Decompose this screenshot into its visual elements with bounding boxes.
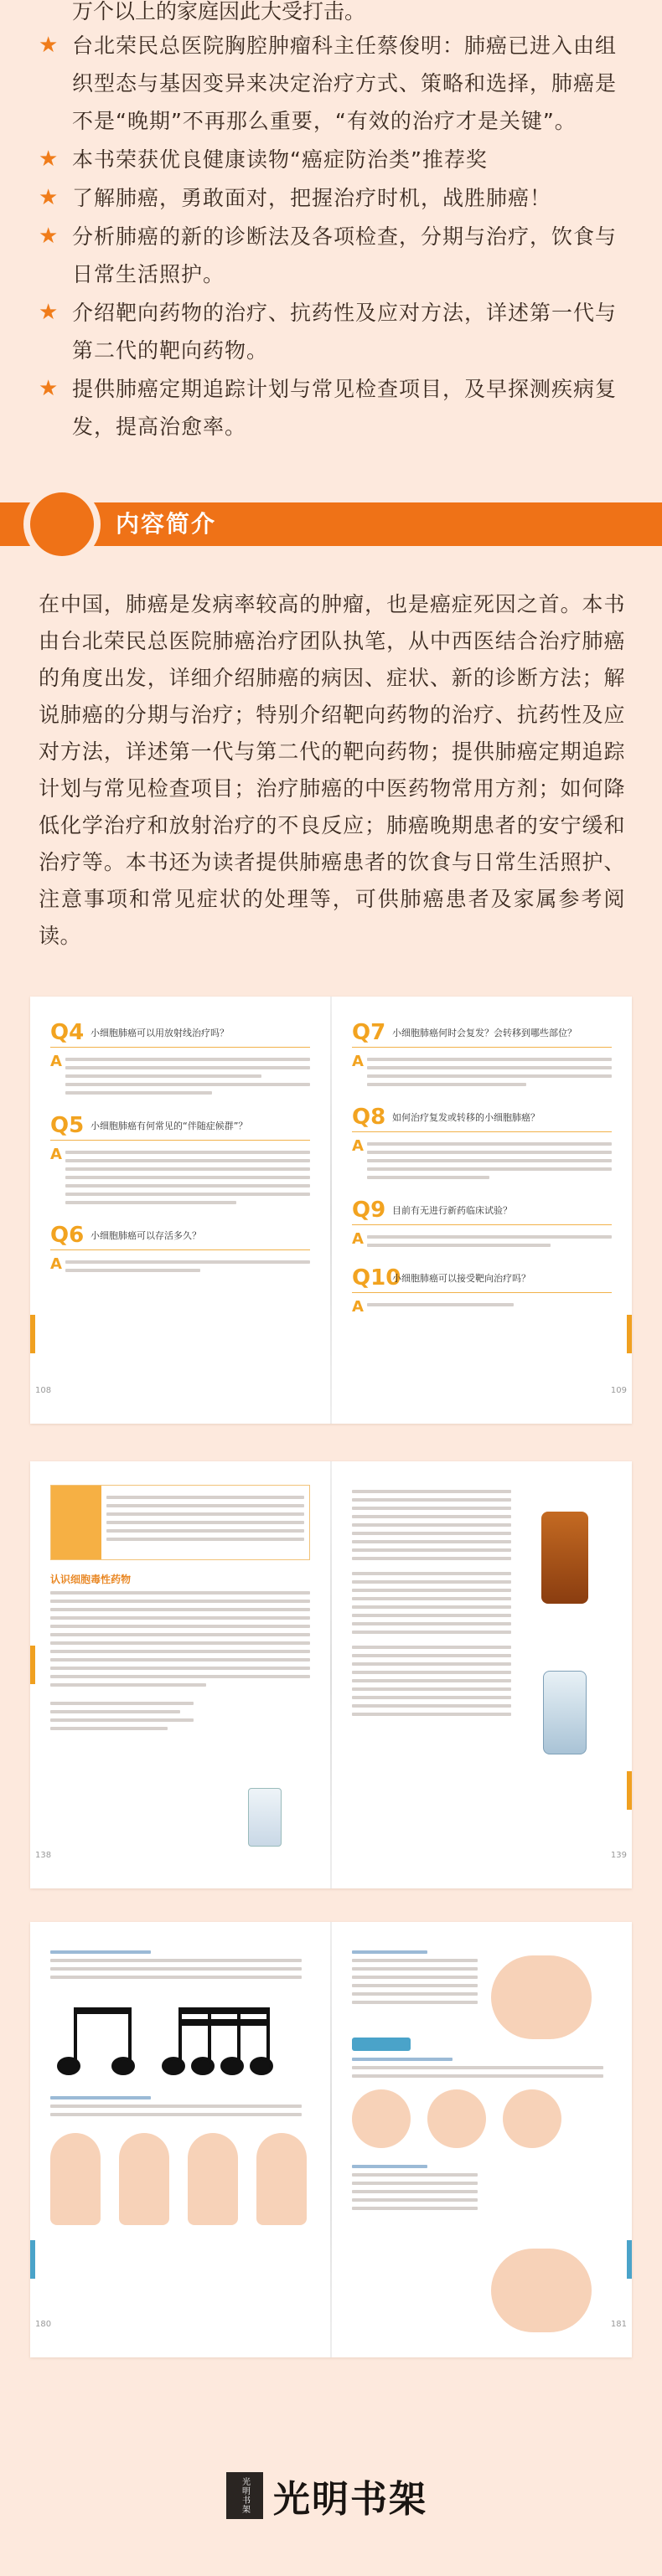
answer-letter: A xyxy=(352,1137,364,1155)
answer-letter: A xyxy=(352,1298,364,1316)
qa-question: 小细胞肺癌可以用放射线治疗吗？ xyxy=(91,1028,229,1038)
highlight-item: ★ 提供肺癌定期追踪计划与常见检查项目，及早探测疾病复发，提高治愈率。 xyxy=(39,370,634,446)
answer-letter: A xyxy=(352,1230,364,1248)
qa-question: 如何治疗复发或转移的小细胞肺癌？ xyxy=(392,1112,540,1123)
qa-number: Q8 xyxy=(352,1105,386,1130)
spread-page-right xyxy=(332,1922,632,2357)
highlight-item: ★ 介绍靶向药物的治疗、抗药性及应对方法，详述第一代与第二代的靶向药物。 xyxy=(39,294,634,369)
answer-letter: A xyxy=(50,1053,62,1070)
qa-number: Q7 xyxy=(352,1020,386,1045)
page-number: 138 xyxy=(35,1851,52,1860)
answer-letter: A xyxy=(50,1146,62,1163)
qa-question: 小细胞肺癌可以接受靶向治疗吗？ xyxy=(392,1273,530,1284)
star-icon: ★ xyxy=(39,147,59,172)
highlight-item: ★ 了解肺癌，勇敢面对，把握治疗时机，战胜肺癌！ xyxy=(39,179,634,217)
book-spread-drugs xyxy=(30,1461,632,1888)
qa-block xyxy=(352,1265,612,1316)
illustration-person xyxy=(491,2249,592,2332)
star-icon: ★ xyxy=(39,33,59,58)
qa-question: 小细胞肺癌何时会复发？会转移到哪些部位？ xyxy=(392,1028,577,1038)
spread-page-right xyxy=(332,997,632,1424)
answer-letter: A xyxy=(352,1053,364,1070)
book-spread-exercise xyxy=(30,1922,632,2357)
answer-letter: A xyxy=(50,1255,62,1273)
intro-paragraph: 在中国，肺癌是发病率较高的肿瘤，也是癌症死因之首。本书由台北荣民总医院肺癌治疗团队执笔，从中西医结合治疗肺癌的角度出发，详细介绍肺癌的病因、症状、新的诊断方法；解说肺癌的分期与治疗；特别介绍靶向药物的治疗、抗药性及应对方法，详述第一代与第二代的靶向药物；提供肺癌定期追踪计划与常见检查项目；治疗肺癌的中医药物常用方剂；如何降低化学治疗和放射治疗的不良反应；肺癌晚期患者的安宁缓和治疗等。本书还为读者提供肺癌患者的饮食与日常生活照护、注意事项和常见症状的处理等，可供肺癌患者及家属参考阅读。 xyxy=(39,592,625,948)
drug-table xyxy=(50,1485,310,1560)
highlights-first-line: 万个以上的家庭因此大受打击。 xyxy=(72,0,366,23)
logo-seal: 光明书架 xyxy=(226,2472,263,2519)
star-icon: ★ xyxy=(39,300,59,325)
qa-block xyxy=(352,1198,612,1252)
music-notes-illustration xyxy=(50,1992,302,2084)
qa-question: 目前有无进行新药临床试验？ xyxy=(392,1205,512,1216)
vial-image xyxy=(248,1788,282,1847)
star-icon: ★ xyxy=(39,376,59,401)
page-number: 180 xyxy=(35,2320,52,2329)
qa-block xyxy=(352,1105,612,1184)
illustration-person xyxy=(491,1955,592,2039)
page-side-tab xyxy=(627,1315,632,1353)
page-number: 139 xyxy=(610,1851,627,1860)
spread-page-left xyxy=(30,1922,330,2357)
qa-number: Q10 xyxy=(352,1265,401,1291)
publisher-logo xyxy=(226,2470,436,2521)
page-side-tab xyxy=(627,1771,632,1810)
highlights-list xyxy=(39,0,634,446)
qa-number: Q5 xyxy=(50,1113,85,1138)
page-number: 109 xyxy=(610,1386,627,1395)
highlight-item: ★ 台北荣民总医院胸腔肿瘤科主任蔡俊明：肺癌已进入由组织型态与基因变异来决定治疗方式、策略和选择，肺癌是不是“晚期”不再那么重要，“有效的治疗才是关键”。 xyxy=(39,27,634,140)
star-icon: ★ xyxy=(39,185,59,210)
qa-number: Q6 xyxy=(50,1223,85,1248)
qa-block xyxy=(50,1223,310,1277)
highlight-item: ★ 本书荣获优良健康读物“癌症防治类”推荐奖 xyxy=(39,141,634,178)
illustration-row xyxy=(50,2133,310,2225)
page-heading: 认识细胞毒性药物 xyxy=(50,1574,132,1585)
drug-vial-image xyxy=(543,1671,587,1754)
page-side-tab xyxy=(30,1646,35,1684)
section-title: 内容简介 xyxy=(116,510,217,538)
drug-bottle-image xyxy=(541,1512,588,1604)
page-side-tab xyxy=(627,2240,632,2279)
star-icon: ★ xyxy=(39,224,59,249)
page-number: 108 xyxy=(35,1386,52,1395)
qa-number: Q9 xyxy=(352,1198,386,1223)
page-side-tab xyxy=(30,1315,35,1353)
qa-question: 小细胞肺癌有何常见的“伴随症候群”？ xyxy=(91,1121,248,1131)
qa-block xyxy=(352,1020,612,1091)
highlight-item: ★ 分析肺癌的新的诊断法及各项检查，分期与治疗，饮食与日常生活照护。 xyxy=(39,218,634,293)
section-circle-icon xyxy=(30,492,94,556)
spread-page-right xyxy=(332,1461,632,1888)
qa-number: Q4 xyxy=(50,1020,85,1045)
illustration-row xyxy=(352,2089,612,2148)
book-spread-qa xyxy=(30,997,632,1424)
qa-block xyxy=(50,1113,310,1209)
logo-text: 光明书架 xyxy=(273,2478,427,2521)
page-number: 181 xyxy=(610,2320,627,2329)
page-side-tab xyxy=(30,2240,35,2279)
spread-page-left xyxy=(30,997,330,1424)
qa-block xyxy=(50,1020,310,1100)
section-tag xyxy=(352,2038,411,2051)
qa-question: 小细胞肺癌可以存活多久？ xyxy=(91,1230,201,1241)
spread-page-left xyxy=(30,1461,330,1888)
